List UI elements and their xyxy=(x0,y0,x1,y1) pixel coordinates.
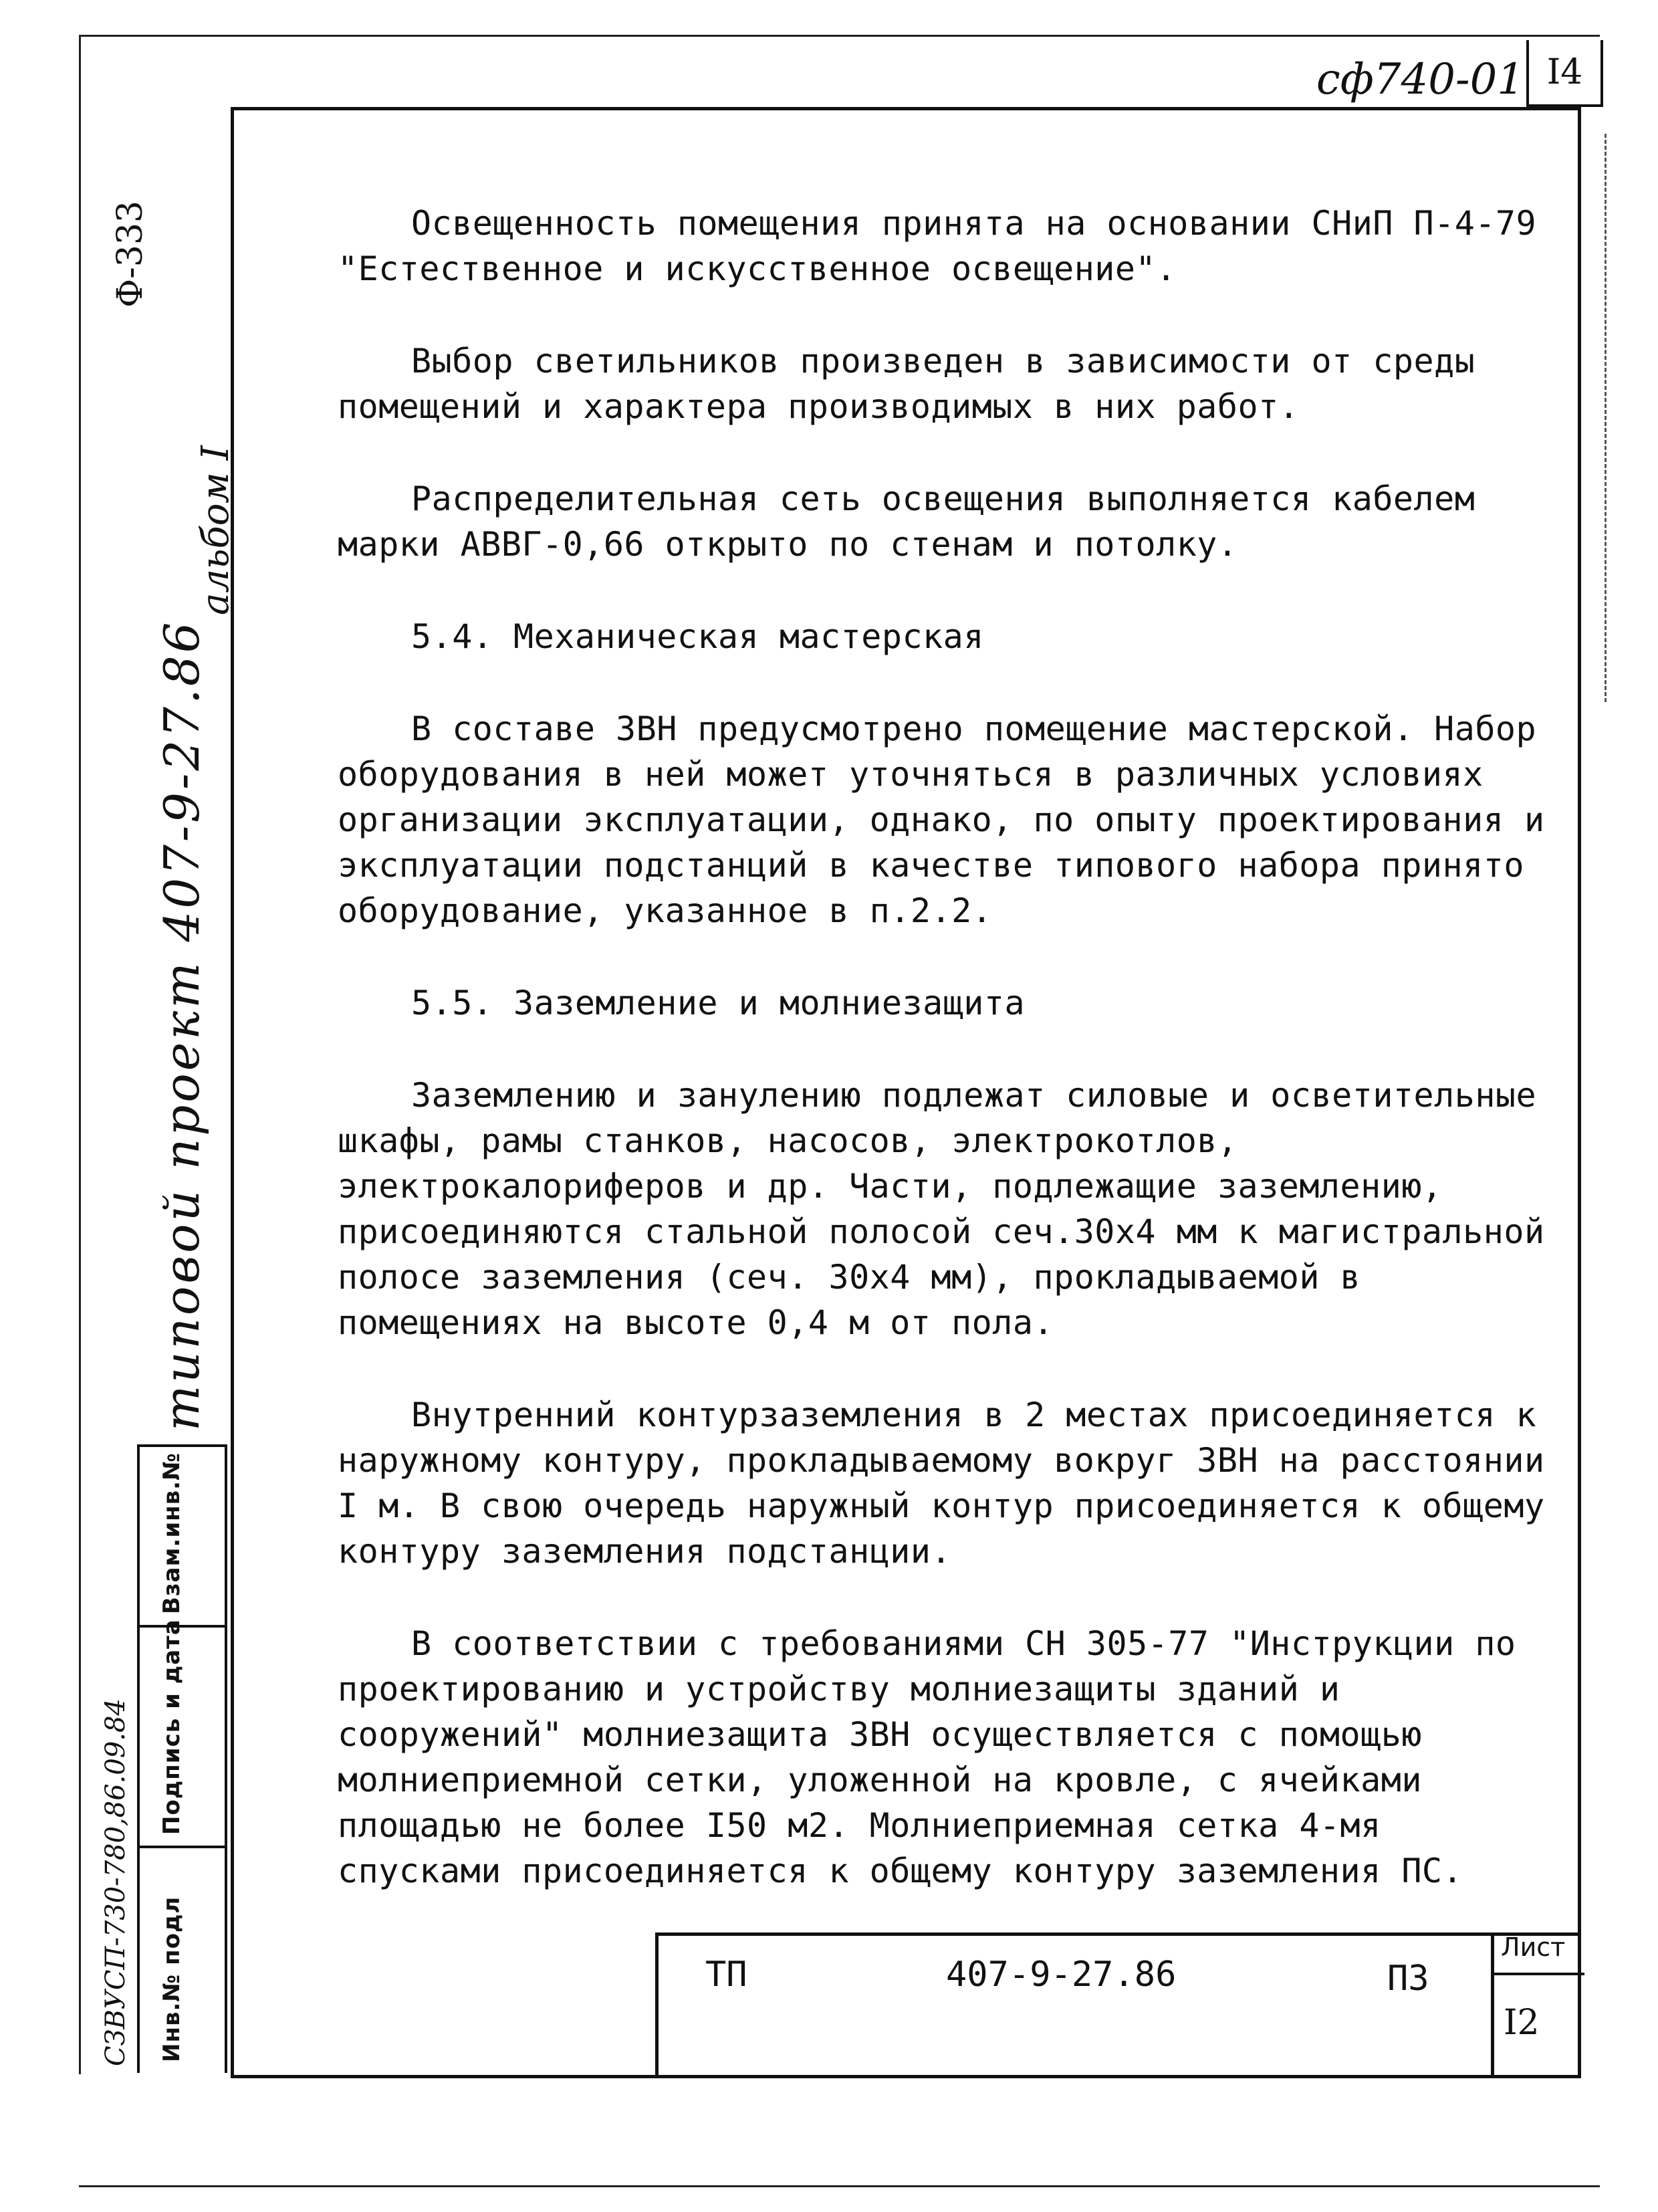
heading-workshop: 5.4. Механическая мастерская xyxy=(411,617,984,656)
sheet-label: Лист xyxy=(1501,1932,1566,1962)
page-number: I4 xyxy=(1546,52,1583,92)
stamp-handwriting: СЗВУСП-730-780,86.09.84 xyxy=(100,1698,131,2066)
stamp-label-replace: Взам.инв.№ xyxy=(158,1452,185,1614)
title-block-type: ТП xyxy=(705,1955,747,1995)
heading-grounding: 5.5. Заземление и молниезащита xyxy=(411,984,1026,1022)
form-code: Ф-333 xyxy=(110,201,150,308)
project-label: типовой проект 407-9-27.86 xyxy=(154,619,210,1431)
paragraph-lightning-protection: В соответствии с требованиями СН 305-77 "Инструкции по проектированию и устройству молниезащиты зданий и сооружений" молниезащита ЗВН осуществляется с помощью молниеприемной сетки, уложенной на кровле, с ячейками площадью не более I50 м2. Молниеприемная сетка 4-мя спусками присоединяется к общему контуру заземления ПС. xyxy=(338,1624,1516,1890)
stamp-cell-signature xyxy=(140,1619,225,1846)
sheet-column xyxy=(1491,1932,1581,2078)
title-block-doc-code: ПЗ xyxy=(1387,1959,1429,1999)
sheet-divider xyxy=(1494,1973,1584,1975)
outer-border-left xyxy=(79,35,81,2074)
outer-border-bottom xyxy=(79,2185,1600,2187)
stamp-label-inv: Инв.№ подл xyxy=(158,1896,185,2062)
stamp-column xyxy=(137,1444,227,2073)
paragraph-grounding: Заземлению и занулению подлежат силовые и осветительные шкафы, рамы станков, насосов, электрокотлов, электрокалориферов и др. Части, подлежащие заземлению, присоединяются стальной полосой сеч.30х4 мм к магистральной полосе заземления (сеч. 30х4 мм), прокладываемой в помещениях на высоте 0,4 м от пола. xyxy=(338,1076,1545,1342)
stamp-label-signature: Подпись и дата xyxy=(158,1619,185,1835)
page-number-box xyxy=(1526,40,1603,107)
stamp-cell-replace xyxy=(140,1444,225,1625)
outer-border-top xyxy=(79,35,1600,37)
title-block xyxy=(655,1932,1581,2078)
paragraph-lighting-norms: Освещенность помещения принята на основании СНиП П-4-79 "Естественное и искусственное освещение". xyxy=(338,204,1537,288)
paragraph-distribution-network: Распределительная сеть освещения выполняется кабелем марки АВВГ-0,66 открыто по стенам и потолку. xyxy=(338,479,1475,564)
binding-dash-line xyxy=(1605,134,1607,702)
paragraph-workshop: В составе ЗВН предусмотрено помещение мастерской. Набор оборудования в ней может уточняться в различных условиях организации эксплуатации, однако, по опыту проектирования и эксплуатации подстанций в качестве типового набора принято оборудование, указанное в п.2.2. xyxy=(338,709,1545,930)
paragraph-internal-contour: Внутренний контурзаземления в 2 местах присоединяется к наружному контуру, прокладываемому вокруг ЗВН на расстоянии I м. В свою очередь наружный контур присоединяется к общему контуру заземления подстанции. xyxy=(338,1396,1545,1571)
title-block-designation: 407-9-27.86 xyxy=(946,1955,1177,1995)
album-label: альбом I xyxy=(194,445,237,615)
stamp-cell-inv xyxy=(140,1846,225,2073)
handwritten-code: сф740-01 xyxy=(1316,55,1524,104)
paragraph-luminaires: Выбор светильников произведен в зависимости от среды помещений и характера производимых в них работ. xyxy=(338,342,1475,426)
document-body xyxy=(338,201,1554,1941)
sheet-number: I2 xyxy=(1504,2003,1540,2043)
